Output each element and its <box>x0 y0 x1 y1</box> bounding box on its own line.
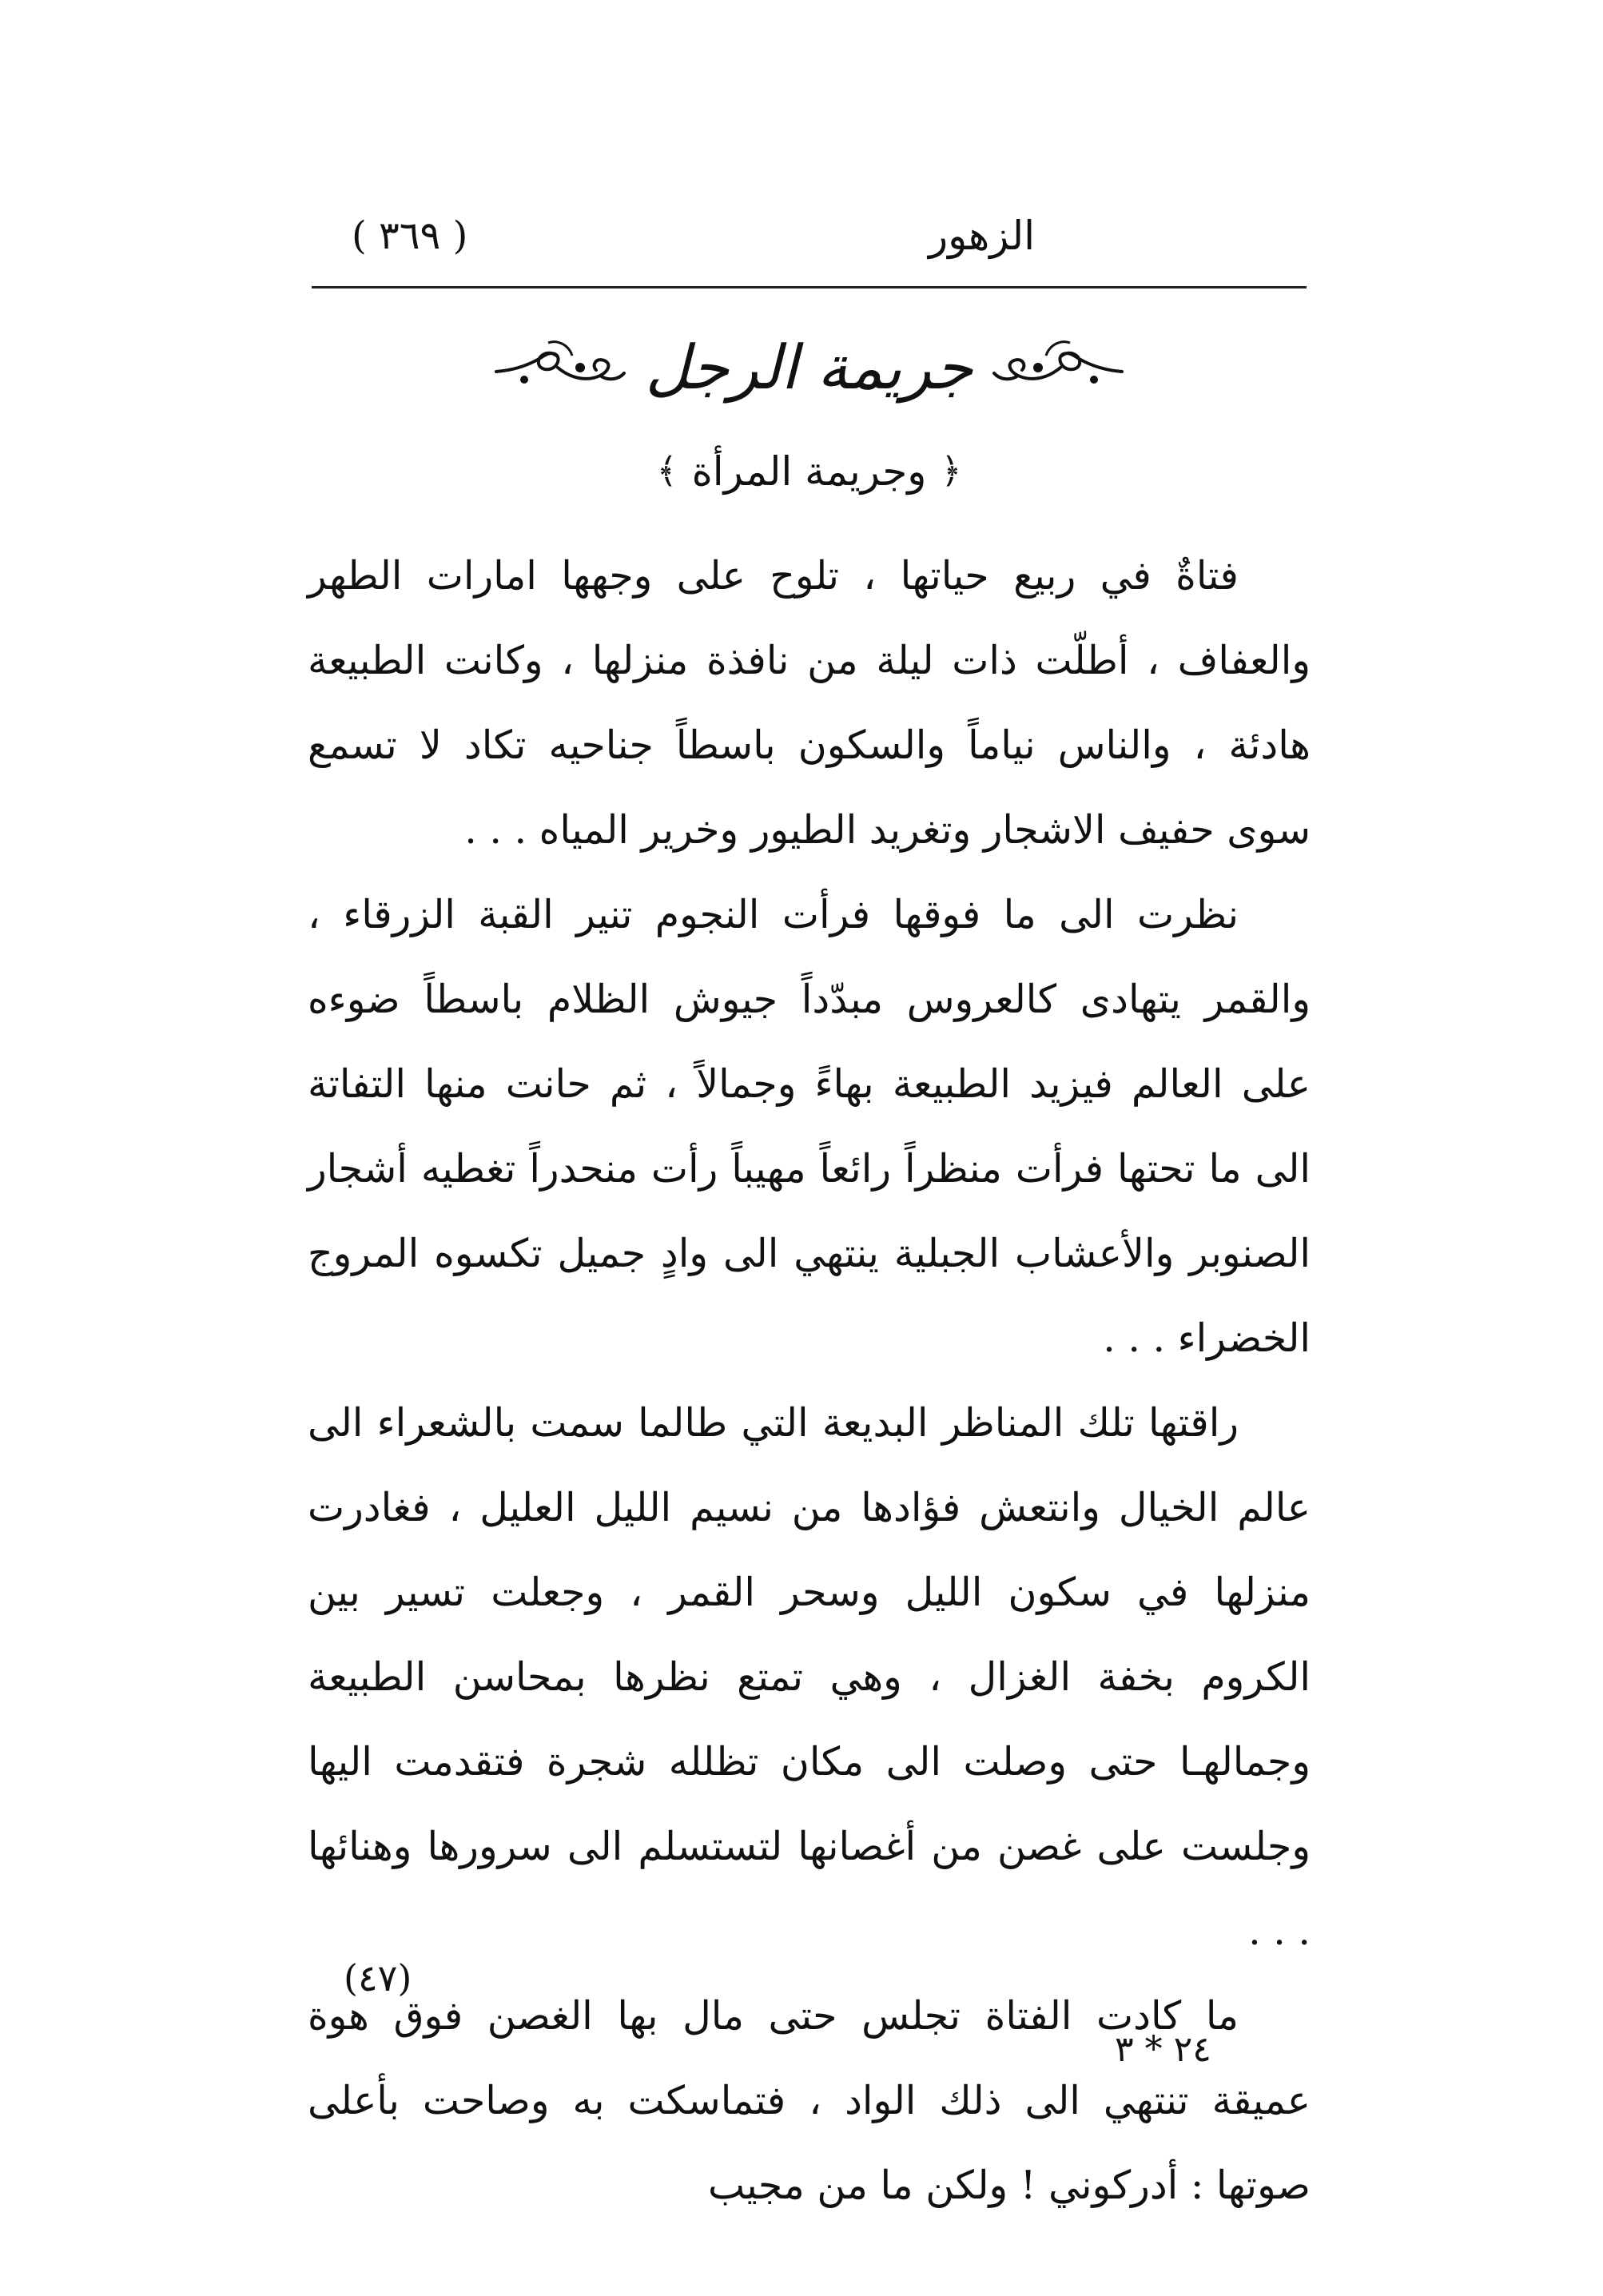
header-divider <box>312 286 1307 288</box>
subtitle-ornament-left: ﴾ <box>656 451 678 491</box>
paragraph: فتاةٌ في ربيع حياتها ، تلوح على وجهها امارات الطهر والعفاف ، أطلّت ذات ليلة من نافذة منزلها ، وكانت الطبيعة هادئة ، والناس نياماً والسكون باسطاً جناحيه تكاد لا تسمع سوى حفيف الاشجار وتغريد الطيور وخرير المياه . . . <box>308 553 1311 853</box>
running-header-title: الزهور <box>928 213 1035 259</box>
left-flourish-ornament-icon <box>990 332 1126 404</box>
running-header <box>312 204 1303 276</box>
article-title-row <box>312 308 1307 428</box>
article-subtitle: وجريمة المرأة <box>691 448 927 495</box>
right-flourish-ornament-icon <box>492 332 628 404</box>
article-title: جريمة الرجل <box>645 332 973 403</box>
paragraph: راقتها تلك المناظر البديعة التي طالما سمت بالشعراء الى عالم الخيال وانتعش فؤادها من نسيم الليل العليل ، فغادرت منزلها في سكون الليل وسحر القمر ، وجعلت تسير بين الكروم بخفة الغزال ، وهي تمتع نظرها بمحاسن الطبيعة وجمالهـا حتى وصلت الى مكان تظلله شجرة فتقدمت اليها وجلست على غصن من أغصانها لتستسلم الى سرورها وهنائها . . . <box>308 1400 1311 1954</box>
paragraph: ما كادت الفتاة تجلس حتى مال بها الغصن فوق هوة عميقة تنتهي الى ذلك الواد ، فتماسكت به وصاحت بأعلى صوتها : أدركوني ! ولكن ما من مجيب <box>308 1993 1311 2208</box>
article-title-block <box>312 308 1307 515</box>
footer-signature-mark: (٤٧) <box>344 1956 412 2000</box>
footer-code: ٢٤ * ٣ <box>1115 2029 1211 2070</box>
subtitle-ornament-right: ﴿ <box>941 451 962 491</box>
paragraph: نظرت الى ما فوقها فرأت النجوم تنير القبة الزرقاء ، والقمر يتهادى كالعروس مبدّداً جيوش الظلام باسطاً ضوءه على العالم فيزيد الطبيعة بهاءً وجمالاً ، ثم حانت منها التفاتة الى ما تحتها فرأت منظراً رائعاً مهيباً رأت منحدراً تغطيه أشجار الصنوبر والأعشاب الجبلية ينتهي الى وادٍ جميل تكسوه المروج الخضراء . . . <box>308 892 1311 1361</box>
page-number: ( ٣٦٩ ) <box>352 213 468 258</box>
article-body <box>308 534 1311 2228</box>
article-subtitle-row <box>312 428 1307 515</box>
